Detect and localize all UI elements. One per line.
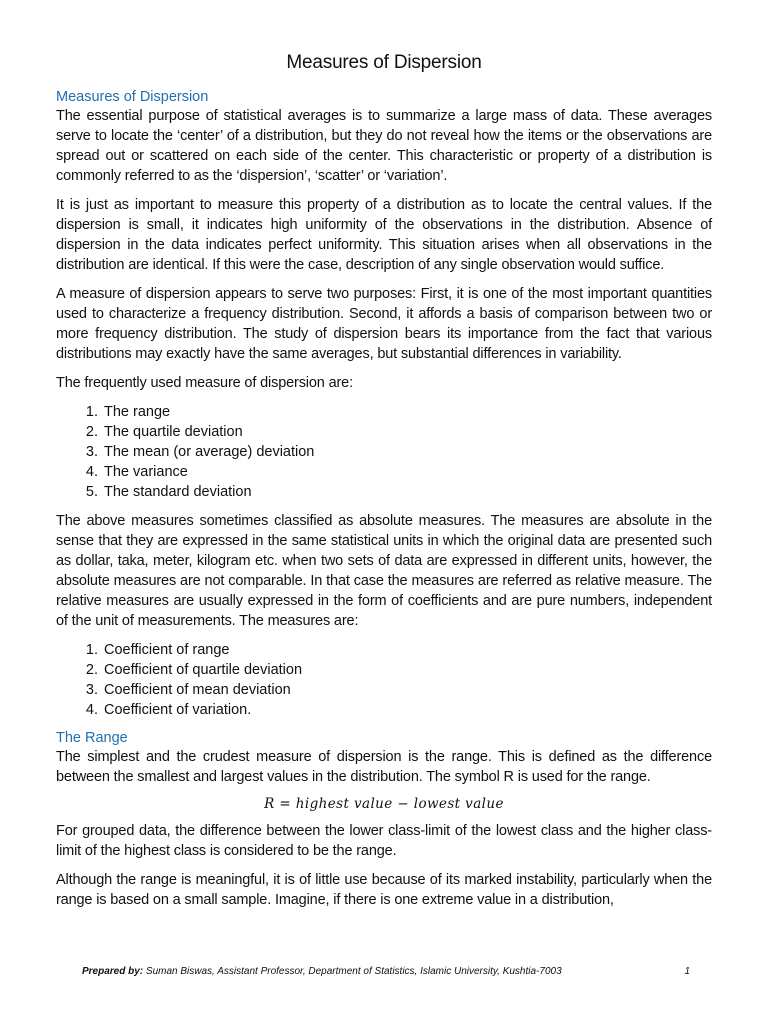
list-item: 5. The standard deviation bbox=[102, 482, 712, 502]
list-item: 1. The range bbox=[102, 402, 712, 422]
section-heading-dispersion: Measures of Dispersion bbox=[56, 89, 209, 105]
footer-prepared-label: Prepared by: bbox=[82, 966, 144, 977]
relative-measures-list bbox=[56, 640, 712, 720]
list-item: 4. The variance bbox=[102, 462, 712, 482]
paragraph: It is just as important to measure this property of a distribution as to locate the central values. If the dispersion is small, it indicates high uniformity of the observations in the distribution. Absence of dispersion in the data indicates perfect uniformity. This situation arises when all observations in the distribution are identical. If this were the case, description of any single observation would suffice. bbox=[56, 197, 712, 273]
paragraph: The simplest and the crudest measure of dispersion is the range. This is defined as the difference between the smallest and largest values in the distribution. The symbol R is used for the range. bbox=[56, 749, 712, 785]
page-footer bbox=[82, 966, 690, 977]
list-item: 2. The quartile deviation bbox=[102, 422, 712, 442]
list-item: 4. Coefficient of variation. bbox=[102, 700, 712, 720]
range-formula: R = highest value − lowest value bbox=[264, 796, 504, 812]
page-number: 1 bbox=[684, 966, 690, 977]
footer-prepared-text: Suman Biswas, Assistant Professor, Department of Statistics, Islamic University, Kushtia-7003 bbox=[143, 966, 562, 977]
list-item: 2. Coefficient of quartile deviation bbox=[102, 660, 712, 680]
paragraph: The essential purpose of statistical averages is to summarize a large mass of data. These averages serve to locate the ‘center’ of a distribution, but they do not reveal how the items or the observations are spread out or scattered on each side of the center. This characteristic or property of a distribution is commonly referred to as the ‘dispersion’, ‘scatter’ or ‘variation’. bbox=[56, 108, 712, 184]
list-item: 3. The mean (or average) deviation bbox=[102, 442, 712, 462]
absolute-measures-list bbox=[56, 402, 712, 502]
page-title: Measures of Dispersion bbox=[286, 52, 482, 73]
paragraph: The frequently used measure of dispersion are: bbox=[56, 375, 353, 391]
list-item: 3. Coefficient of mean deviation bbox=[102, 680, 712, 700]
paragraph: Although the range is meaningful, it is of little use because of its marked instability, particularly when the range is based on a small sample. Imagine, if there is one extreme value in a distribution, bbox=[56, 872, 712, 908]
section-heading-range: The Range bbox=[56, 730, 128, 746]
footer-credit bbox=[82, 966, 562, 977]
list-item: 1. Coefficient of range bbox=[102, 640, 712, 660]
paragraph: A measure of dispersion appears to serve two purposes: First, it is one of the most important quantities used to characterize a frequency distribution. Second, it affords a basis of comparison between two or more frequency distribution. The study of dispersion bears its importance from the fact that various distributions may exactly have the same averages, but substantial differences in variability. bbox=[56, 286, 712, 362]
paragraph: For grouped data, the difference between the lower class-limit of the lowest class and the higher class-limit of the highest class is considered to be the range. bbox=[56, 823, 712, 859]
paragraph: The above measures sometimes classified as absolute measures. The measures are absolute in the sense that they are expressed in the same statistical units in which the original data are presented such as dollar, taka, meter, kilogram etc. when two sets of data are expressed in different units, however, the absolute measures are not comparable. In that case the measures are referred as relative measure. The relative measures are usually expressed in the form of coefficients and are pure numbers, independent of the unit of measurements. The measures are: bbox=[56, 513, 712, 629]
